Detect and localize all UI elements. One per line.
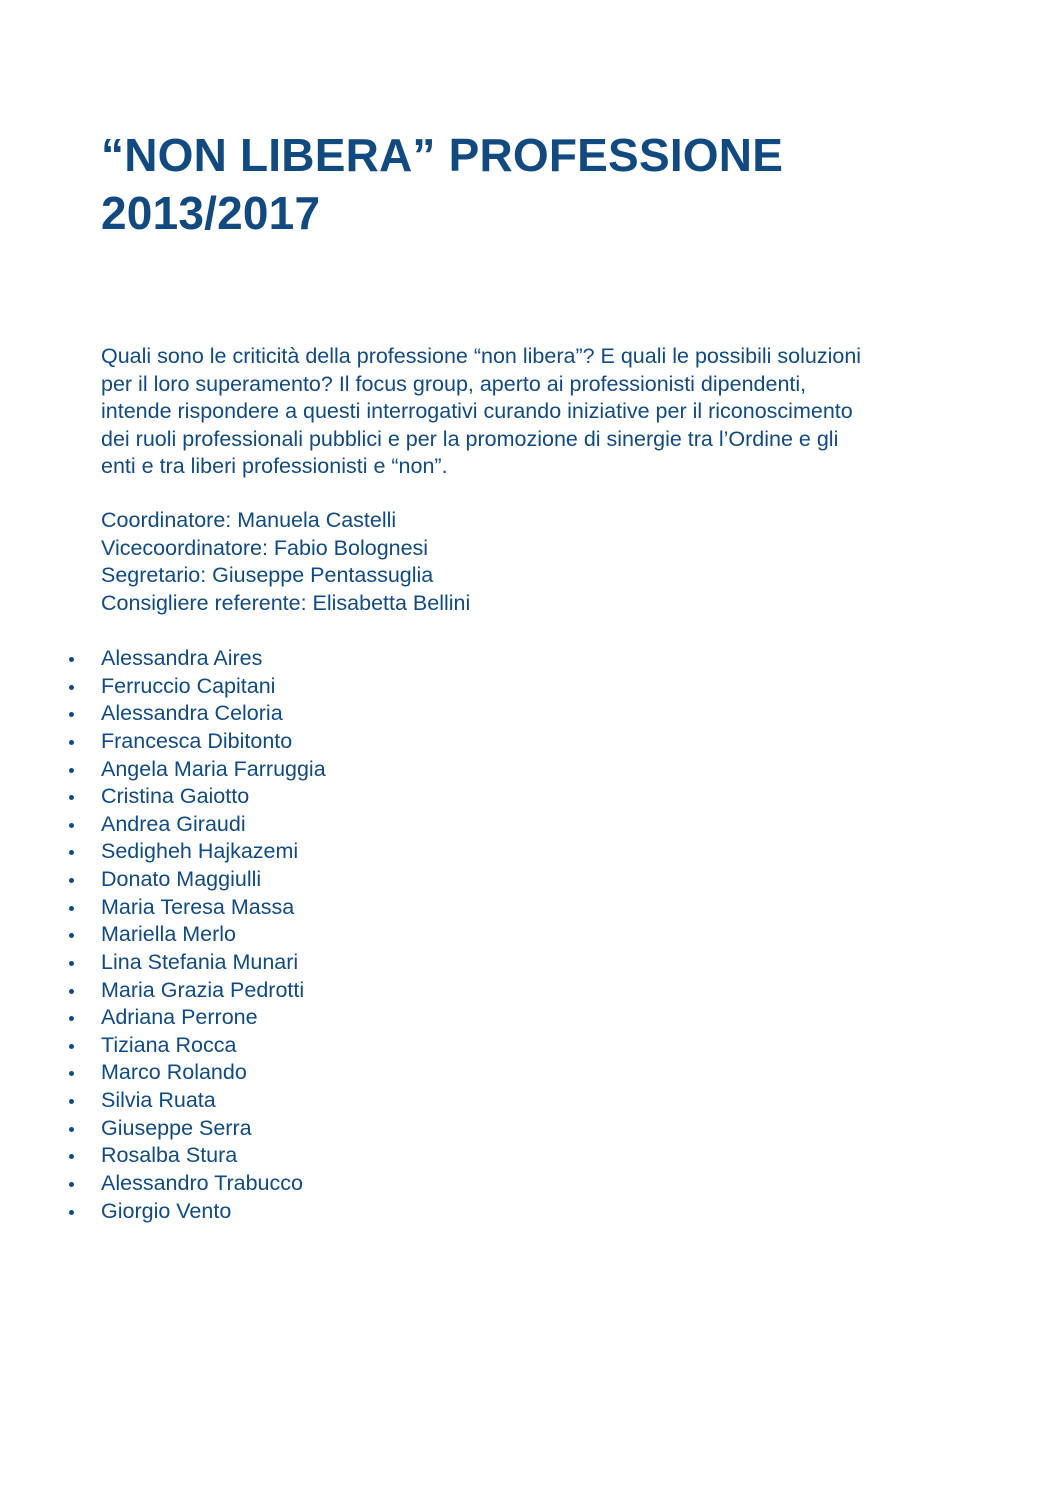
intro-line: Quali sono le criticità della professione “non libera”? E quali le possibili soluzioni <box>101 344 862 368</box>
list-item <box>0 921 326 949</box>
list-item <box>0 673 326 701</box>
member-name: Tiziana Rocca <box>101 1032 237 1057</box>
intro-line: intende rispondere a questi interrogativi curando iniziative per il riconoscimento <box>101 399 853 424</box>
page-title <box>101 126 783 242</box>
member-name: Marco Rolando <box>101 1060 247 1085</box>
list-item <box>0 1198 326 1226</box>
list-item <box>0 977 326 1005</box>
bullet-icon <box>69 989 74 994</box>
title-line: “NON LIBERA” PROFESSIONE <box>101 129 784 181</box>
member-name: Lina Stefania Munari <box>101 949 299 974</box>
bullet-icon <box>69 850 74 855</box>
members-list <box>0 645 326 1225</box>
member-name: Alessandra Aires <box>101 646 263 670</box>
member-name: Rosalba Stura <box>101 1143 238 1168</box>
bullet-icon <box>69 823 74 828</box>
member-name: Francesca Dibitonto <box>101 728 293 753</box>
member-name: Giorgio Vento <box>101 1198 232 1223</box>
member-name: Adriana Perrone <box>101 1005 258 1030</box>
member-name: Angela Maria Farruggia <box>101 756 326 781</box>
bullet-icon <box>69 685 74 690</box>
list-item <box>0 894 326 922</box>
list-item <box>0 1142 326 1170</box>
intro-line: dei ruoli professionali pubblici e per la promozione di sinergie tra l’Ordine e gli <box>101 426 839 451</box>
role-coordinator: Coordinatore: Manuela Castelli <box>101 508 397 532</box>
intro-line: enti e tra liberi professionisti e “non”. <box>101 454 448 479</box>
member-name: Sedigheh Hajkazemi <box>101 839 299 864</box>
member-name: Donato Maggiulli <box>101 867 262 891</box>
bullet-icon <box>69 1154 74 1159</box>
list-item <box>0 728 326 756</box>
list-item <box>0 756 326 784</box>
bullet-icon <box>69 1127 74 1132</box>
intro-line: per il loro superamento? Il focus group, aperto ai professionisti dipendenti, <box>101 371 807 396</box>
member-name: Mariella Merlo <box>101 922 237 947</box>
role-referent: Consigliere referente: Elisabetta Bellini <box>101 590 471 615</box>
member-name: Maria Grazia Pedrotti <box>101 977 305 1002</box>
member-name: Alessandra Celoria <box>101 701 283 726</box>
member-name: Cristina Gaiotto <box>101 784 250 809</box>
roles-block <box>101 507 470 617</box>
member-name: Silvia Ruata <box>101 1088 216 1112</box>
member-name: Giuseppe Serra <box>101 1115 252 1140</box>
list-item <box>0 838 326 866</box>
bullet-icon <box>69 740 74 745</box>
list-item <box>0 1170 326 1198</box>
list-item <box>0 1004 326 1032</box>
list-item <box>0 811 326 839</box>
list-item <box>0 1059 326 1087</box>
bullet-icon <box>69 1044 74 1049</box>
member-name: Andrea Giraudi <box>101 811 246 836</box>
member-name: Alessandro Trabucco <box>101 1170 303 1195</box>
list-item <box>0 866 326 894</box>
intro-paragraph <box>101 343 981 481</box>
bullet-icon <box>69 933 74 938</box>
list-item <box>0 1032 326 1060</box>
list-item <box>0 1115 326 1143</box>
list-item <box>0 949 326 977</box>
bullet-icon <box>69 878 74 883</box>
list-item <box>0 645 326 673</box>
list-item <box>0 700 326 728</box>
list-item <box>0 1087 326 1115</box>
bullet-icon <box>69 712 74 717</box>
bullet-icon <box>69 657 74 662</box>
role-secretary: Segretario: Giuseppe Pentassuglia <box>101 563 434 588</box>
bullet-icon <box>69 1016 74 1021</box>
bullet-icon <box>69 1099 74 1104</box>
bullet-icon <box>69 1210 74 1215</box>
bullet-icon <box>69 961 74 966</box>
member-name: Maria Teresa Massa <box>101 894 295 919</box>
bullet-icon <box>69 1071 74 1076</box>
bullet-icon <box>69 1182 74 1187</box>
role-vicecoordinator: Vicecoordinatore: Fabio Bolognesi <box>101 535 429 560</box>
member-name: Ferruccio Capitani <box>101 673 276 698</box>
bullet-icon <box>69 768 74 773</box>
bullet-icon <box>69 906 74 911</box>
title-line: 2013/2017 <box>101 187 321 239</box>
list-item <box>0 783 326 811</box>
bullet-icon <box>69 795 74 800</box>
